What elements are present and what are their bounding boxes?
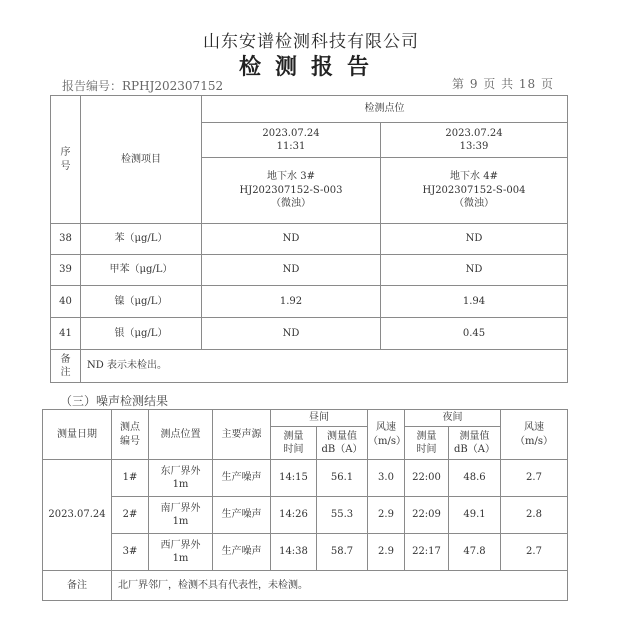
point-location: 东厂界外 1m <box>149 460 213 497</box>
row-value-1: ND <box>202 318 381 350</box>
table-row <box>51 255 568 286</box>
noise-point-loc-header: 测点位置 <box>149 410 213 460</box>
noise-source: 生产噪声 <box>213 460 271 497</box>
day-value: 58.7 <box>317 534 368 571</box>
night-wind: 2.8 <box>501 497 568 534</box>
point-no: 3# <box>112 534 149 571</box>
night-time-header: 测量 时间 <box>405 427 449 460</box>
sample-1-time: 11:31 <box>276 141 306 152</box>
row-seq: 38 <box>51 224 81 255</box>
sample-2-date: 2023.07.24 <box>445 127 503 139</box>
remark-label: 备 注 <box>51 350 81 383</box>
night-time: 22:17 <box>405 534 449 571</box>
day-wind: 3.0 <box>368 460 405 497</box>
row-value-2: ND <box>381 255 568 286</box>
sample-1-datetime <box>202 123 381 158</box>
row-item: 苯（μg/L） <box>81 224 202 255</box>
noise-date-header: 测量日期 <box>43 410 112 460</box>
table-row <box>43 534 568 571</box>
noise-date: 2023.07.24 <box>43 460 112 571</box>
point-no: 2# <box>112 497 149 534</box>
night-time: 22:09 <box>405 497 449 534</box>
col-points-header: 检测点位 <box>202 96 568 123</box>
row-value-1: ND <box>202 255 381 286</box>
page-number: 第 9 页 共 18 页 <box>452 77 554 91</box>
col-item-header: 检测项目 <box>81 96 202 224</box>
row-value-2: 1.94 <box>381 286 568 318</box>
table-row <box>51 318 568 350</box>
row-value-2: ND <box>381 224 568 255</box>
night-value: 47.8 <box>449 534 501 571</box>
point-location: 西厂界外 1m <box>149 534 213 571</box>
day-value: 55.3 <box>317 497 368 534</box>
day-value: 56.1 <box>317 460 368 497</box>
sample-1-location: 地下水 3# HJ202307152-S-003 （微浊） <box>202 158 381 224</box>
noise-remark-text: 北厂界邻厂，检测不具有代表性，未检测。 <box>112 571 568 601</box>
sample-2-location: 地下水 4# HJ202307152-S-004 （微浊） <box>381 158 568 224</box>
day-value-header: 测量值 dB（A） <box>317 427 368 460</box>
noise-remark-label: 备注 <box>43 571 112 601</box>
row-item: 镍（μg/L） <box>81 286 202 318</box>
night-time: 22:00 <box>405 460 449 497</box>
noise-source: 生产噪声 <box>213 534 271 571</box>
noise-source-header: 主要声源 <box>213 410 271 460</box>
day-time: 14:38 <box>271 534 317 571</box>
report-title: 检测报告 <box>238 55 383 80</box>
nighttime-header: 夜间 <box>405 410 501 427</box>
remark-text: ND 表示未检出。 <box>81 350 568 383</box>
day-time: 14:15 <box>271 460 317 497</box>
table-row <box>43 497 568 534</box>
night-value: 49.1 <box>449 497 501 534</box>
row-value-1: ND <box>202 224 381 255</box>
row-seq: 40 <box>51 286 81 318</box>
day-wind-header: 风速 （m/s） <box>368 410 405 460</box>
row-item: 甲苯（μg/L） <box>81 255 202 286</box>
point-location: 南厂界外 1m <box>149 497 213 534</box>
night-wind: 2.7 <box>501 460 568 497</box>
night-value: 48.6 <box>449 460 501 497</box>
table-row <box>51 224 568 255</box>
day-wind: 2.9 <box>368 497 405 534</box>
sample-2-datetime <box>381 123 568 158</box>
row-seq: 41 <box>51 318 81 350</box>
noise-point-no-header: 测点 编号 <box>112 410 149 460</box>
table-row <box>51 286 568 318</box>
noise-section-caption: （三）噪声检测结果 <box>60 394 169 408</box>
row-value-2: 0.45 <box>381 318 568 350</box>
col-seq-header: 序 号 <box>51 96 81 224</box>
day-wind: 2.9 <box>368 534 405 571</box>
noise-results-table <box>42 409 568 601</box>
night-wind: 2.7 <box>501 534 568 571</box>
row-seq: 39 <box>51 255 81 286</box>
sample-2-time: 13:39 <box>459 141 489 152</box>
table-row <box>43 460 568 497</box>
day-time: 14:26 <box>271 497 317 534</box>
point-no: 1# <box>112 460 149 497</box>
sample-1-date: 2023.07.24 <box>262 127 320 139</box>
row-item: 银（μg/L） <box>81 318 202 350</box>
report-number: 报告编号：RPHJ202307152 <box>62 79 224 93</box>
night-wind-header: 风速 （m/s） <box>501 410 568 460</box>
company-name: 山东安谱检测科技有限公司 <box>203 32 419 52</box>
night-value-header: 测量值 dB（A） <box>449 427 501 460</box>
water-results-table <box>50 95 568 383</box>
noise-source: 生产噪声 <box>213 497 271 534</box>
row-value-1: 1.92 <box>202 286 381 318</box>
daytime-header: 昼间 <box>271 410 368 427</box>
day-time-header: 测量 时间 <box>271 427 317 460</box>
